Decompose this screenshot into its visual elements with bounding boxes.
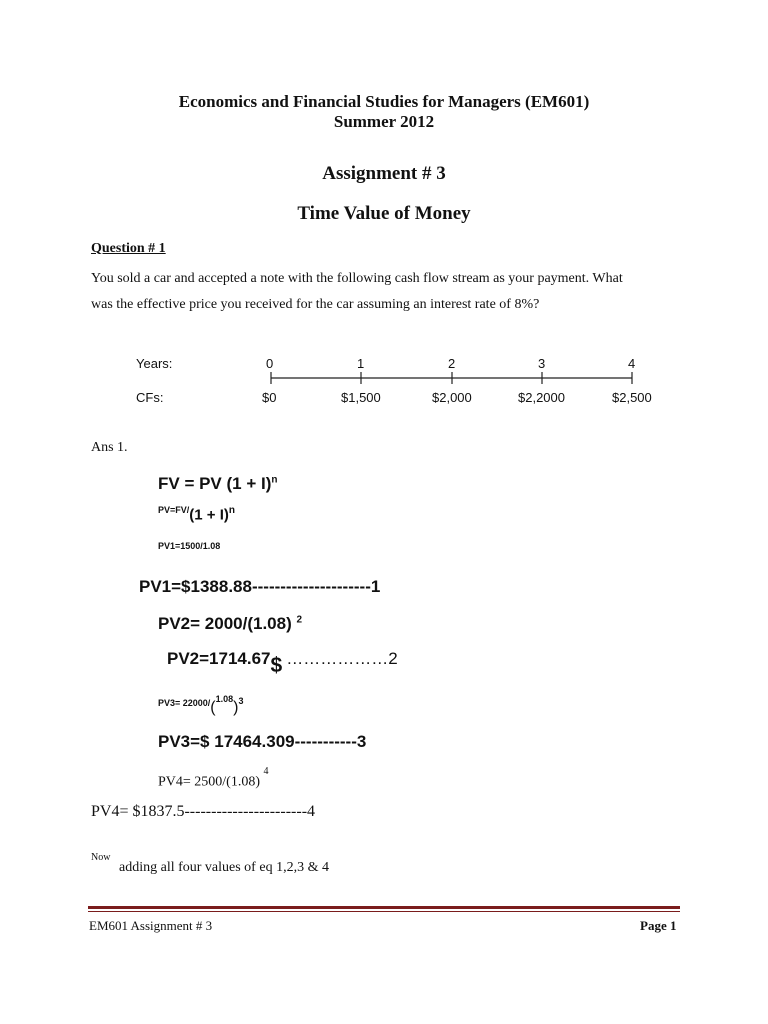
pv4-calc-text: PV4= 2500/(1.08) [158, 774, 261, 790]
pv2-result [167, 646, 398, 677]
fv-exponent: n [271, 474, 278, 486]
fv-formula [158, 474, 277, 494]
pv1-result: PV1=$1388.88---------------------1 [139, 577, 381, 596]
pv3-calc-text: PV3= 22000/ [158, 698, 211, 708]
question-label: Question # 1 [91, 241, 166, 256]
pv-exponent: n [228, 505, 235, 516]
answer-label: Ans 1. [91, 440, 128, 455]
pv2-dots: ………………2 [286, 649, 398, 668]
timeline-cashflow: $2,000 [432, 390, 472, 405]
timeline-axis [268, 371, 638, 387]
now-word: Now [91, 852, 111, 863]
assignment-title: Assignment # 3 [322, 163, 446, 184]
pv1-calculation: PV1=1500/1.08 [158, 541, 221, 551]
timeline-year: 4 [628, 356, 636, 371]
course-title: Economics and Financial Studies for Managers (EM601) [178, 92, 590, 111]
pv2-exponent: 2 [296, 614, 303, 626]
question-text-line1: You sold a car and accepted a note with the following cash flow stream as your payment. What [91, 271, 623, 286]
timeline-years-label: Years: [136, 356, 173, 371]
pv2-result-text: PV2=1714.67 [167, 649, 271, 668]
question-text-line2: was the effective price you received for the car assuming an interest rate of 8%? [91, 297, 540, 312]
dollar-sign: $ [270, 654, 283, 677]
topic-title: Time Value of Money [297, 203, 471, 224]
pv3-result: PV3=$ 17464.309-----------3 [158, 732, 367, 751]
pv-prefix: PV=FV/ [158, 505, 190, 516]
footer-page-number: Page 1 [640, 918, 677, 933]
pv3-open-paren: ( [210, 699, 216, 716]
footer-doc-title: EM601 Assignment # 3 [89, 918, 213, 933]
pv3-base: 1.08 [215, 694, 234, 704]
pv3-calculation [158, 693, 244, 716]
term-title: Summer 2012 [333, 112, 435, 131]
pv-formula-text: (1 + I) [189, 506, 229, 524]
summation-note: adding all four values of eq 1,2,3 & 4 [119, 860, 329, 875]
pv-formula [158, 505, 235, 524]
footer-rule-thin [88, 911, 680, 912]
pv3-exponent: 3 [238, 696, 244, 706]
timeline-year: 2 [448, 356, 456, 371]
pv3-close-paren: ) [233, 699, 239, 716]
pv4-result: PV4= $1837.5-----------------------4 [91, 803, 316, 820]
footer-rule-thick [88, 906, 680, 909]
timeline-cashflow: $2,500 [612, 390, 652, 405]
pv2-calc-text: PV2= 2000/(1.08) [158, 614, 292, 633]
timeline-cfs-label: CFs: [136, 390, 164, 405]
timeline-cashflow: $1,500 [341, 390, 381, 405]
timeline-year: 0 [266, 356, 274, 371]
pv4-calculation [158, 766, 269, 791]
pv4-exponent: 4 [263, 766, 269, 777]
timeline-cashflow: $2,2000 [518, 390, 565, 405]
timeline-year: 1 [357, 356, 365, 371]
fv-formula-text: FV = PV (1 + I) [158, 474, 272, 493]
timeline-year: 3 [538, 356, 546, 371]
timeline-cashflow: $0 [262, 390, 277, 405]
pv2-calculation [158, 614, 302, 634]
